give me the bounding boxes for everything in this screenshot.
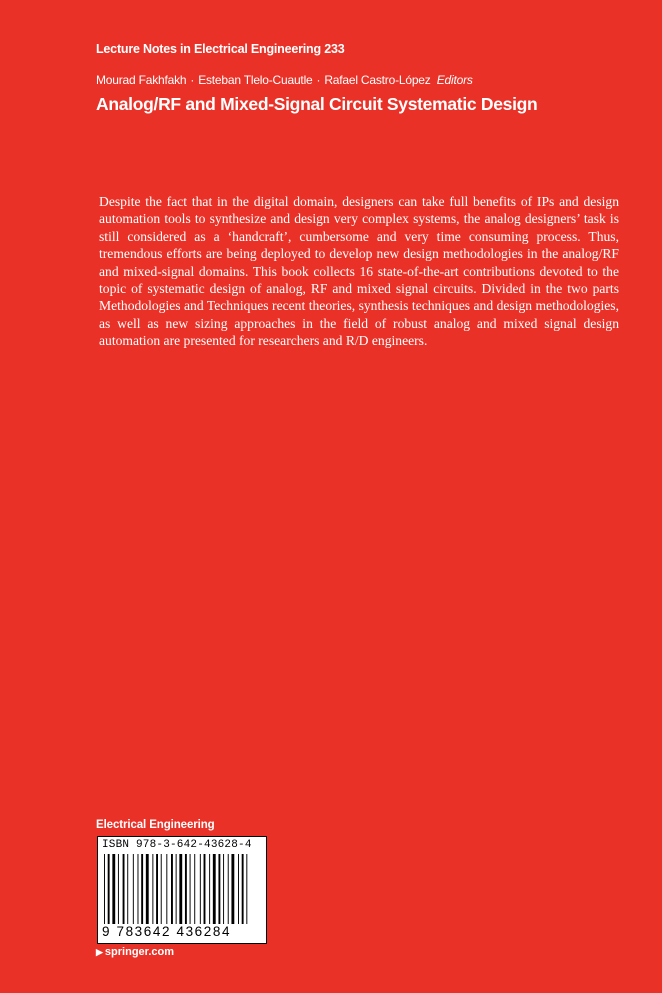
series-volume: 233 xyxy=(324,42,345,56)
barcode-bar xyxy=(242,854,244,924)
editors-role: Editors xyxy=(436,73,473,87)
series-name: Lecture Notes in Electrical Engineering xyxy=(96,42,321,56)
editor-separator: · xyxy=(190,73,195,87)
book-description: Despite the fact that in the digital domain, designers can take full benefits of IPs and design automation tools to synthesize and design very complex systems, the analog designers’ task is still considered as a ‘handcraft’, cumbersome and very time consuming process. Thus, tremendous efforts are being deployed to develop new design methodologies in the analog/RF and mixed-signal domains. This book collects 16 state-of-the-art contributions devoted to the topic of systematic design of analog, RF and mixed signal circuits. Divided in the two parts Methodologies and Techniques recent theories, synthesis techniques and design methodologies, as well as new sizing approaches in the field of robust analog and mixed signal design automation are presented for researchers and R/D engineers. xyxy=(99,194,619,349)
barcode-bar xyxy=(161,854,162,924)
barcode-bar xyxy=(231,854,234,924)
barcode-bar xyxy=(118,854,119,924)
barcode-bar xyxy=(112,854,115,924)
barcode-bars xyxy=(104,854,258,924)
barcode-bar xyxy=(176,854,177,924)
barcode-bar xyxy=(179,854,182,924)
book-title: Analog/RF and Mixed-Signal Circuit Systematic Design xyxy=(96,94,538,114)
barcode-bar xyxy=(127,854,128,924)
editors-line xyxy=(96,73,473,87)
barcode-bar xyxy=(246,854,247,924)
barcode-bar xyxy=(238,854,239,924)
editor-name: Esteban Tlelo-Cuautle xyxy=(198,73,313,87)
barcode-bar xyxy=(190,854,191,924)
barcode-bar xyxy=(209,854,210,924)
barcode-bar xyxy=(141,854,143,924)
barcode xyxy=(97,836,267,944)
barcode-number: 9 783642 436284 xyxy=(102,924,232,939)
barcode-bar xyxy=(194,854,195,924)
barcode-bar xyxy=(185,854,187,924)
barcode-bar xyxy=(166,854,167,924)
barcode-bar xyxy=(146,854,149,924)
barcode-bar xyxy=(104,854,105,924)
editor-name: Rafael Castro-López xyxy=(324,73,431,87)
barcode-bar xyxy=(108,854,110,924)
subject-category: Electrical Engineering xyxy=(96,819,215,831)
barcode-bar xyxy=(200,854,201,924)
barcode-bar xyxy=(156,854,158,924)
series-line xyxy=(96,42,344,56)
barcode-bar xyxy=(218,854,220,924)
arrow-icon: ▶ xyxy=(96,947,103,957)
barcode-bar xyxy=(138,854,139,924)
barcode-bar xyxy=(123,854,125,924)
barcode-bar xyxy=(204,854,206,924)
barcode-bar xyxy=(133,854,134,924)
publisher-website[interactable] xyxy=(96,946,174,958)
barcode-bar xyxy=(213,854,216,924)
barcode-bar xyxy=(171,854,173,924)
barcode-bar xyxy=(152,854,153,924)
isbn-label: ISBN 978-3-642-43628-4 xyxy=(102,839,252,851)
editor-name: Mourad Fakhfakh xyxy=(96,73,187,87)
barcode-bar xyxy=(223,854,224,924)
editor-separator: · xyxy=(316,73,321,87)
barcode-bar xyxy=(228,854,229,924)
website-url: springer.com xyxy=(104,946,174,958)
